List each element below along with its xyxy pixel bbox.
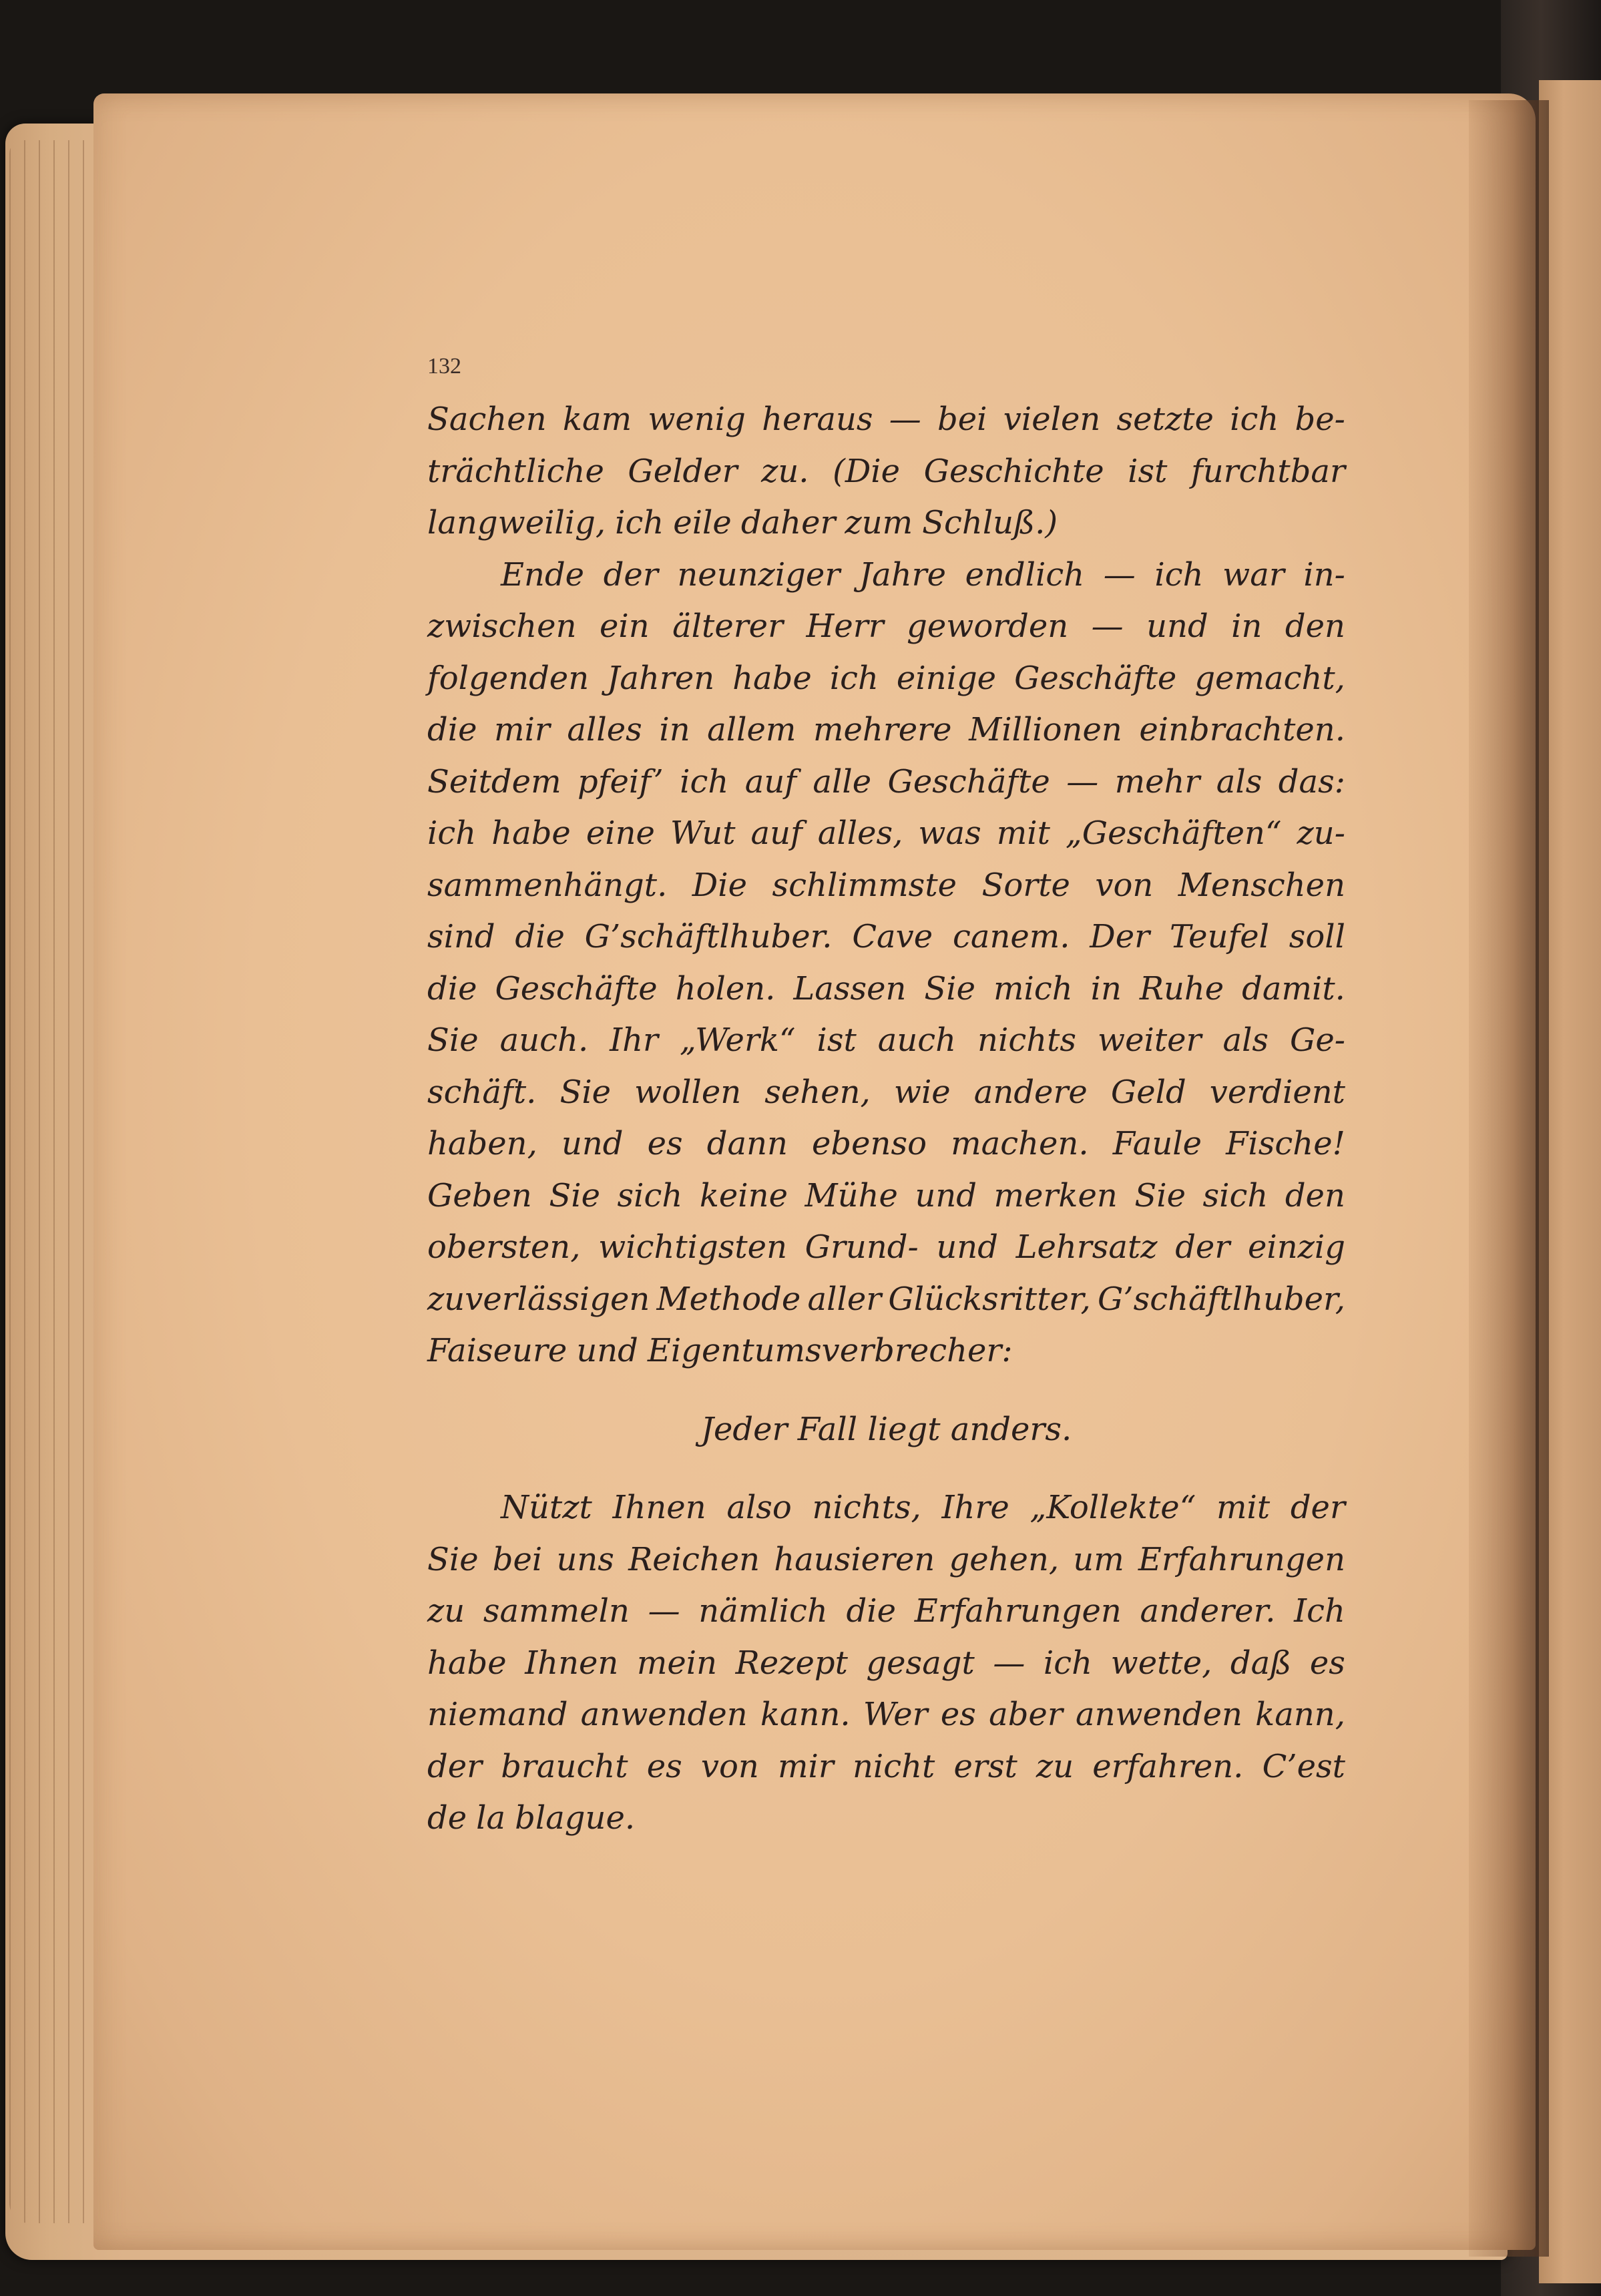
paragraph xyxy=(427,394,1345,549)
text-line: die mir alles in allem mehrere Millionen einbrachten. xyxy=(427,711,1345,748)
text-line: ich habe eine Wut auf alles, was mit „Geschäften“ zu- xyxy=(427,815,1345,852)
paragraph xyxy=(427,549,1345,1377)
text-line: langweilig, ich eile daher zum Schluß.) xyxy=(427,504,1058,541)
text-line: zuverlässigen Methode aller Glücksritter, G’schäftlhuber, xyxy=(427,1280,1345,1318)
text-line: die Geschäfte holen. Lassen Sie mich in Ruhe damit. xyxy=(427,969,1345,1007)
text-line: zwischen ein älterer Herr geworden — und in den xyxy=(427,608,1345,645)
text-line: schäft. Sie wollen sehen, wie andere Geld verdient xyxy=(427,1073,1345,1111)
text-line: sammenhängt. Die schlimmste Sorte von Menschen xyxy=(427,866,1345,904)
text-line: Seitdem pfeif’ ich auf alle Geschäfte — mehr als das: xyxy=(427,762,1345,800)
text-line: niemand anwenden kann. Wer es aber anwenden kann, xyxy=(427,1696,1345,1733)
book-gutter xyxy=(1469,100,1549,2257)
text-line: der braucht es von mir nicht erst zu erfahren. C’est xyxy=(427,1747,1345,1785)
text-line: Sachen kam wenig heraus — bei vielen setzte ich be- xyxy=(427,401,1345,438)
text-line: Faiseure und Eigentumsverbrecher: xyxy=(427,1332,1013,1369)
text-line: haben, und es dann ebenso machen. Faule Fische! xyxy=(427,1125,1345,1162)
page-edges xyxy=(9,140,103,2223)
text-line: Ende der neunziger Jahre endlich — ich war in- xyxy=(501,555,1345,594)
paragraph xyxy=(427,1482,1345,1845)
text-line: habe Ihnen mein Rezept gesagt — ich wette, daß es xyxy=(427,1644,1345,1682)
text-line: zu sammeln — nämlich die Erfahrungen anderer. Ich xyxy=(427,1592,1345,1630)
body-text xyxy=(427,394,1345,1845)
text-line: folgenden Jahren habe ich einige Geschäfte gemacht, xyxy=(427,659,1345,697)
text-line: de la blague. xyxy=(427,1799,636,1837)
text-line: Geben Sie sich keine Mühe und merken Sie sich den xyxy=(427,1176,1345,1214)
text-line: obersten, wichtigsten Grund- und Lehrsatz der einzig xyxy=(427,1228,1345,1266)
text-line: Nützt Ihnen also nichts, Ihre „Kollekte“ mit der xyxy=(501,1489,1345,1526)
text-line: trächtliche Gelder zu. (Die Geschichte ist furchtbar xyxy=(427,452,1345,490)
text-line: Sie auch. Ihr „Werk“ ist auch nichts weiter als Ge- xyxy=(427,1021,1345,1059)
text-line: Sie bei uns Reichen hausieren gehen, um Erfahrungen xyxy=(427,1540,1345,1578)
motto-line: Jeder Fall liegt anders. xyxy=(700,1410,1072,1448)
page-number: 132 xyxy=(427,354,461,379)
text-line: sind die G’schäftlhuber. Cave canem. Der Teufel soll xyxy=(427,918,1345,955)
